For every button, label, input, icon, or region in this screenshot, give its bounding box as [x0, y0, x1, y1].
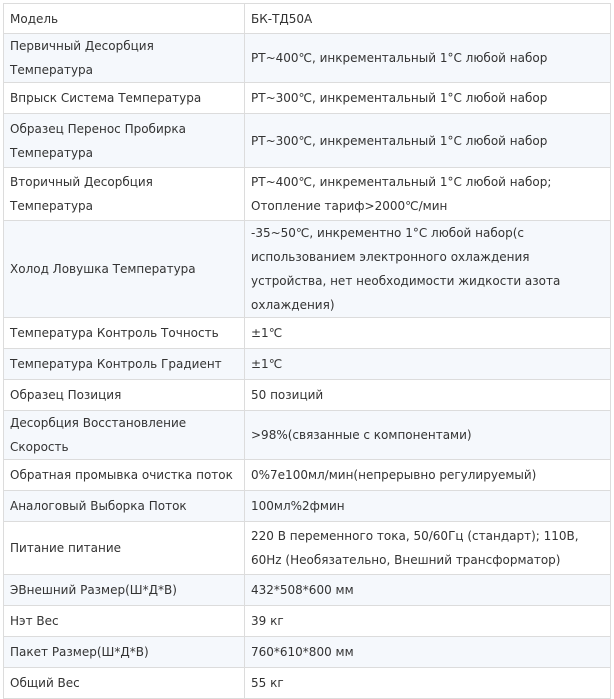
table-row — [4, 318, 611, 349]
spec-value: 760*610*800 мм — [245, 637, 611, 668]
table-row — [4, 668, 611, 699]
table-row — [4, 4, 611, 34]
spec-value: 220 В переменного тока, 50/60Гц (стандарт); 110В, 60Нz (Необязательно, Внешний трансформатор) — [245, 522, 611, 575]
spec-key: Впрыск Система Температура — [4, 83, 245, 114]
spec-key: ЭВнешний Размер(Ш*Д*В) — [4, 575, 245, 606]
spec-value: БК-ТД50А — [245, 4, 611, 34]
spec-value: РТ~400℃, инкрементальный 1°C любой набор; Отопление тариф>2000℃/мин — [245, 168, 611, 221]
spec-value: РТ~300℃, инкрементальный 1°C любой набор — [245, 83, 611, 114]
spec-value: 50 позиций — [245, 380, 611, 411]
spec-value: 100мл%2фмин — [245, 491, 611, 522]
spec-key: Обратная промывка очистка поток — [4, 460, 245, 491]
spec-key: Десорбция Восстановление Скорость — [4, 411, 245, 460]
table-row — [4, 221, 611, 318]
spec-value: РТ~400℃, инкрементальный 1°C любой набор — [245, 34, 611, 83]
table-row — [4, 491, 611, 522]
table-row — [4, 606, 611, 637]
table-row — [4, 637, 611, 668]
spec-table — [3, 3, 611, 699]
spec-key: Температура Контроль Градиент — [4, 349, 245, 380]
table-row — [4, 114, 611, 168]
spec-value: 432*508*600 мм — [245, 575, 611, 606]
table-row — [4, 349, 611, 380]
spec-key: Питание питание — [4, 522, 245, 575]
spec-key: Образец Позиция — [4, 380, 245, 411]
spec-key: Аналоговый Выборка Поток — [4, 491, 245, 522]
spec-key: Холод Ловушка Температура — [4, 221, 245, 318]
spec-key: Пакет Размер(Ш*Д*В) — [4, 637, 245, 668]
table-row — [4, 575, 611, 606]
spec-value: 39 кг — [245, 606, 611, 637]
table-row — [4, 380, 611, 411]
spec-key: Общий Вес — [4, 668, 245, 699]
table-row — [4, 522, 611, 575]
spec-value: РТ~300℃, инкрементальный 1°C любой набор — [245, 114, 611, 168]
spec-value: >98%(связанные с компонентами) — [245, 411, 611, 460]
spec-key: Температура Контроль Точность — [4, 318, 245, 349]
spec-key: Первичный Десорбция Температура — [4, 34, 245, 83]
spec-value: ±1℃ — [245, 349, 611, 380]
spec-value: 0%7е100мл/мин(непрерывно регулируемый) — [245, 460, 611, 491]
table-row — [4, 34, 611, 83]
spec-value: ±1℃ — [245, 318, 611, 349]
spec-key: Образец Перенос Пробирка Температура — [4, 114, 245, 168]
spec-value: 55 кг — [245, 668, 611, 699]
table-row — [4, 168, 611, 221]
table-row — [4, 460, 611, 491]
spec-value: -35~50℃, инкрементно 1°C любой набор(с использованием электронного охлаждения устройства, нет необходимости жидкости азота охлаждения) — [245, 221, 611, 318]
table-row — [4, 411, 611, 460]
spec-key: Вторичный Десорбция Температура — [4, 168, 245, 221]
table-row — [4, 83, 611, 114]
spec-key: Нэт Вес — [4, 606, 245, 637]
spec-key: Модель — [4, 4, 245, 34]
